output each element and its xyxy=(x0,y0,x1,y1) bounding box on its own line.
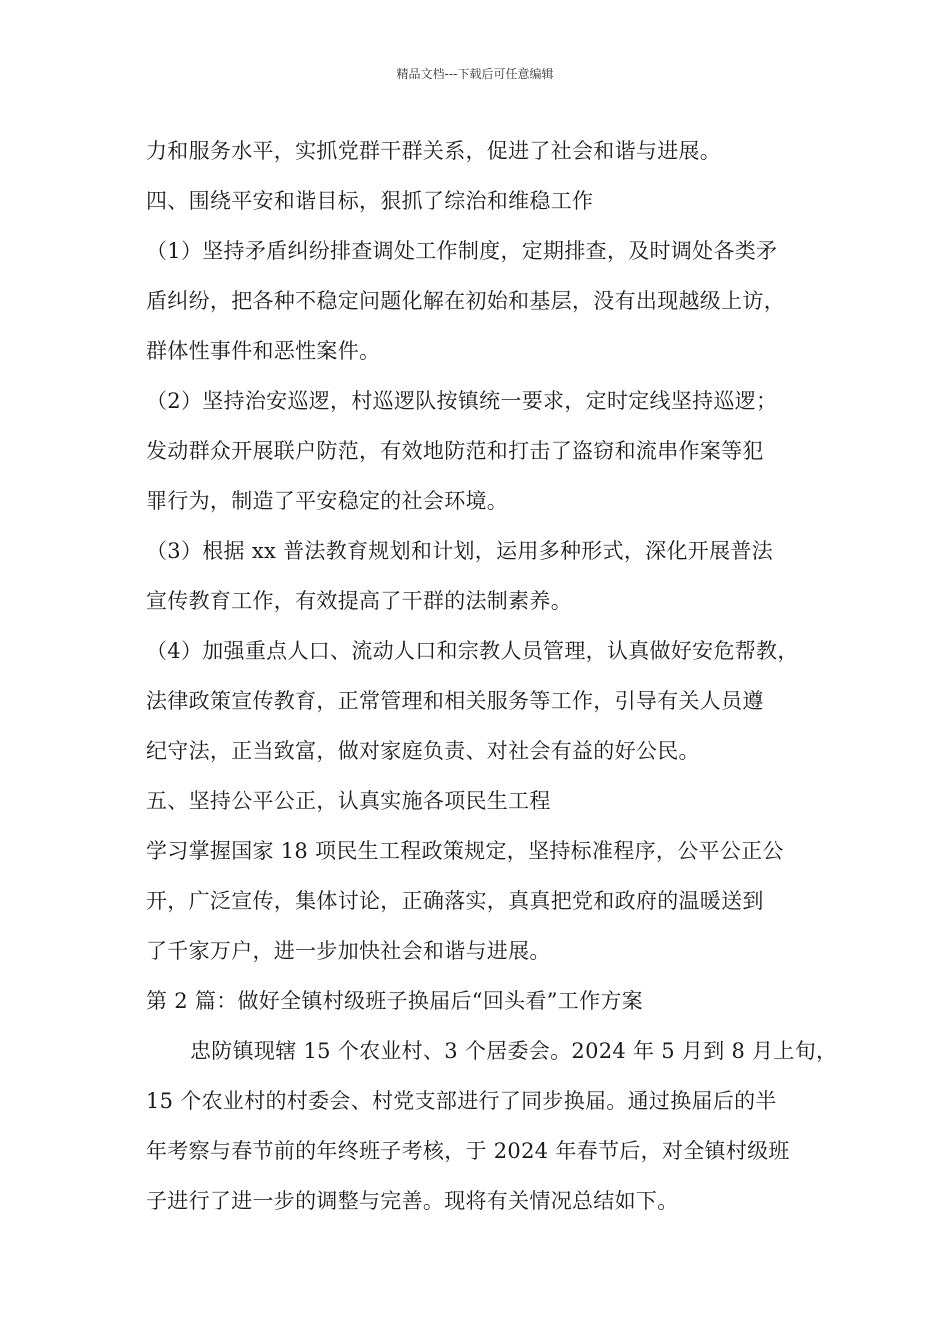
text-line: 子进行了进一步的调整与完善。现将有关情况总结如下。 xyxy=(146,1189,679,1213)
text-line: （3）根据 xx 普法教育规划和计划，运用多种形式，深化开展普法 xyxy=(146,539,773,563)
text-line: 盾纠纷，把各种不稳定问题化解在初始和基层，没有出现越级上访， xyxy=(146,289,785,313)
text-line: 罪行为，制造了平安稳定的社会环境。 xyxy=(146,489,509,513)
text-line: （2）坚持治安巡逻，村巡逻队按镇统一要求，定时定线坚持巡逻； xyxy=(146,389,778,413)
text-line: 纪守法，正当致富，做对家庭负责、对社会有益的好公民。 xyxy=(146,739,700,763)
text-line: 发动群众开展联户防范，有效地防范和打击了盗窃和流串作案等犯 xyxy=(146,439,764,463)
page-header: 精品文档---下载后可任意编辑 xyxy=(396,67,554,81)
article-title: 第 2 篇：做好全镇村级班子换届后“回头看”工作方案 xyxy=(146,989,643,1013)
text-line: 开，广泛宣传，集体讨论，正确落实，真真把党和政府的温暖送到 xyxy=(146,889,764,913)
text-line: （4）加强重点人口、流动人口和宗教人员管理，认真做好安危帮教， xyxy=(146,639,799,663)
text-line: 力和服务水平，实抓党群干群关系，促进了社会和谐与进展。 xyxy=(146,139,722,163)
text-line: （1）坚持矛盾纠纷排查调处工作制度，定期排查，及时调处各类矛 xyxy=(146,239,778,263)
text-line: 群体性事件和恶性案件。 xyxy=(146,339,381,363)
document-body xyxy=(146,126,838,1226)
text-line: 忠防镇现辖 15 个农业村、3 个居委会。2024 年 5 月到 8 月上旬， xyxy=(190,1039,838,1063)
text-line: 学习掌握国家 18 项民生工程政策规定，坚持标准程序，公平公正公 xyxy=(146,839,784,863)
text-line: 宣传教育工作，有效提高了干群的法制素养。 xyxy=(146,589,572,613)
text-line: 15 个农业村的村委会、村党支部进行了同步换届。通过换届后的半 xyxy=(146,1089,777,1113)
section-heading: 四、围绕平安和谐目标，狠抓了综治和维稳工作 xyxy=(146,189,594,213)
text-line: 年考察与春节前的年终班子考核，于 2024 年春节后，对全镇村级班 xyxy=(146,1139,790,1163)
section-heading: 五、坚持公平公正，认真实施各项民生工程 xyxy=(146,789,551,813)
text-line: 了千家万户，进一步加快社会和谐与进展。 xyxy=(146,939,551,963)
text-line: 法律政策宣传教育，正常管理和相关服务等工作，引导有关人员遵 xyxy=(146,689,764,713)
